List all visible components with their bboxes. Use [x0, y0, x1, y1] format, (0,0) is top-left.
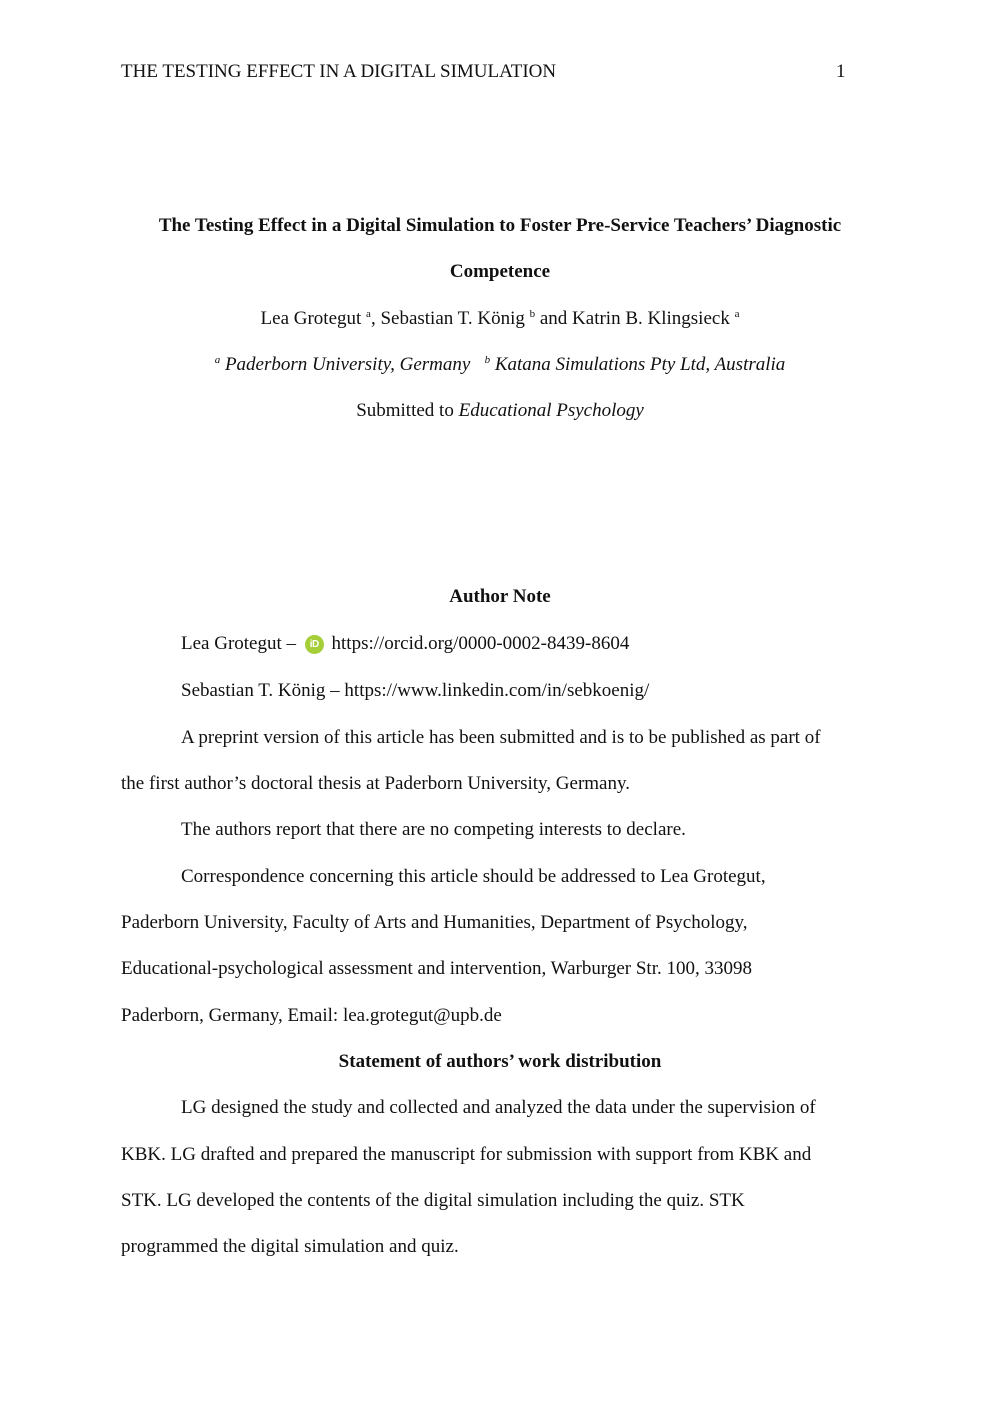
running-head: THE TESTING EFFECT IN A DIGITAL SIMULATION [121, 61, 557, 82]
correspondence-line: Correspondence concerning this article should be addressed to Lea Grotegut, [181, 866, 766, 887]
work-distribution-line: KBK. LG drafted and prepared the manuscript for submission with support from KBK and [121, 1144, 812, 1165]
preprint-paragraph-line: A preprint version of this article has been submitted and is to be published as part of [181, 727, 821, 748]
journal-name: Educational Psychology [458, 400, 644, 421]
work-distribution-line: LG designed the study and collected and analyzed the data under the supervision of [181, 1097, 816, 1118]
paper-title-line-2: Competence [449, 261, 551, 282]
author-list [0, 309, 1000, 328]
work-distribution-line: programmed the digital simulation and quiz. [121, 1236, 459, 1257]
author-note-heading: Author Note [449, 586, 551, 607]
affiliation-marker: a [366, 308, 371, 320]
author-name: Katrin B. Klingsieck [572, 308, 730, 329]
work-distribution-line: STK. LG developed the contents of the digital simulation including the quiz. STK [121, 1190, 745, 1211]
orcid-author-name: Lea Grotegut – [181, 633, 301, 654]
page-number: 1 [836, 61, 846, 82]
affiliation-list [0, 355, 1000, 374]
affiliation-marker: a [214, 354, 221, 366]
submission-prefix: Submitted to [356, 400, 459, 421]
affiliation-text: Paderborn University, Germany [224, 354, 471, 375]
affiliation-text: Katana Simulations Pty Ltd, Australia [494, 354, 786, 375]
work-distribution-heading: Statement of authors’ work distribution [338, 1051, 662, 1072]
correspondence-line: Paderborn, Germany, Email: lea.grotegut@upb.de [121, 1005, 502, 1026]
competing-interests-statement: The authors report that there are no competing interests to declare. [181, 819, 686, 840]
correspondence-line: Paderborn University, Faculty of Arts and Humanities, Department of Psychology, [121, 912, 748, 933]
author-separator: and [535, 308, 573, 329]
orcid-link[interactable]: https://orcid.org/0000-0002-8439-8604 [331, 633, 630, 654]
author-separator: , [370, 308, 381, 329]
author-name: Lea Grotegut [260, 308, 362, 329]
affiliation-marker: b [484, 354, 491, 366]
linkedin-line: Sebastian T. König – https://www.linkedin.com/in/sebkoenig/ [181, 680, 650, 701]
preprint-paragraph-line: the first author’s doctoral thesis at Paderborn University, Germany. [121, 773, 631, 794]
author-name: Sebastian T. König [380, 308, 525, 329]
affiliation-marker: a [734, 308, 740, 320]
affiliation-marker: b [529, 308, 536, 320]
orcid-icon[interactable]: iD [305, 635, 324, 654]
paper-title-line-1: The Testing Effect in a Digital Simulation to Foster Pre-Service Teachers’ Diagnostic [158, 215, 842, 236]
correspondence-line: Educational-psychological assessment and intervention, Warburger Str. 100, 33098 [121, 958, 752, 979]
submission-line [0, 401, 1000, 420]
orcid-line [181, 634, 629, 654]
